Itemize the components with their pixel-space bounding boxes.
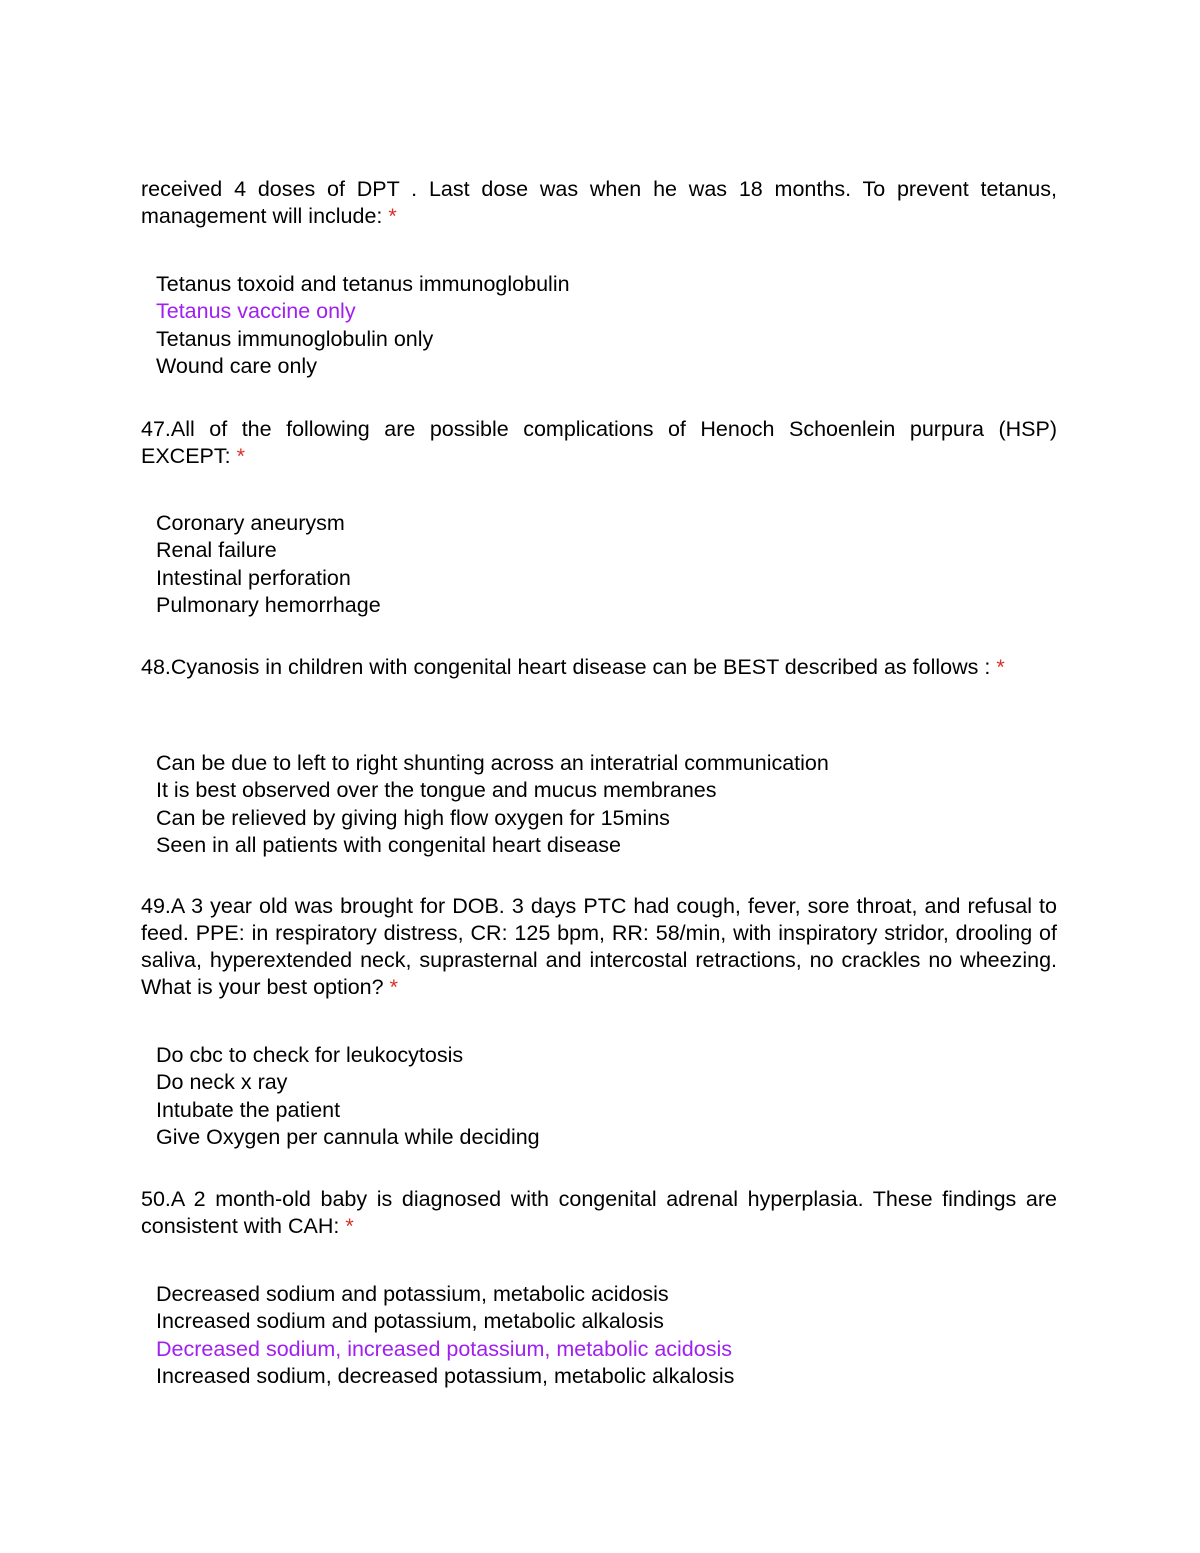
option[interactable]: It is best observed over the tongue and mucus membranes bbox=[156, 778, 717, 803]
required-mark: * bbox=[389, 975, 398, 999]
question-46-text bbox=[141, 176, 1057, 230]
question-49-options bbox=[156, 1042, 1056, 1152]
option[interactable]: Intestinal perforation bbox=[156, 565, 351, 590]
option[interactable]: Intubate the patient bbox=[156, 1097, 341, 1122]
option[interactable]: Seen in all patients with congenital heart disease bbox=[156, 833, 621, 858]
option[interactable]: Do cbc to check for leukocytosis bbox=[156, 1043, 464, 1067]
question-text: 49.A 3 year old was brought for DOB. 3 days PTC had cough, fever, sore throat, and refusal to feed. PPE: in respiratory distress, CR: 125 bpm, RR: 58/min, with inspiratory stridor, drooling of saliva, hyperextended neck, suprasternal and intercostal retractions, no crackles no wheezing. What is your best option? bbox=[141, 894, 1057, 999]
option[interactable]: Renal failure bbox=[156, 538, 277, 563]
option[interactable]: Can be due to left to right shunting across an interatrial communication bbox=[156, 751, 829, 775]
option-correct[interactable]: Tetanus vaccine only bbox=[156, 299, 356, 324]
option[interactable]: Can be relieved by giving high flow oxygen for 15mins bbox=[156, 805, 670, 830]
question-48-text bbox=[141, 654, 1057, 681]
question-text: received 4 doses of DPT . Last dose was when he was 18 months. To prevent tetanus, management will include: bbox=[141, 177, 1057, 228]
option[interactable]: Increased sodium and potassium, metabolic alkalosis bbox=[156, 1309, 664, 1334]
question-50-text bbox=[141, 1186, 1057, 1240]
option[interactable]: Do neck x ray bbox=[156, 1070, 288, 1095]
question-47-text bbox=[141, 416, 1057, 470]
option-correct[interactable]: Decreased sodium, increased potassium, metabolic acidosis bbox=[156, 1336, 732, 1361]
option[interactable]: Decreased sodium and potassium, metabolic acidosis bbox=[156, 1282, 669, 1306]
option[interactable]: Increased sodium, decreased potassium, metabolic alkalosis bbox=[156, 1364, 735, 1389]
option[interactable]: Tetanus toxoid and tetanus immunoglobulin bbox=[156, 272, 570, 296]
option[interactable]: Coronary aneurysm bbox=[156, 511, 345, 535]
question-49-text bbox=[141, 893, 1057, 1001]
option[interactable]: Pulmonary hemorrhage bbox=[156, 593, 381, 618]
question-46-options bbox=[156, 271, 1056, 381]
question-48-options bbox=[156, 750, 1056, 860]
required-mark: * bbox=[345, 1214, 354, 1238]
option[interactable]: Tetanus immunoglobulin only bbox=[156, 326, 434, 351]
question-50-options bbox=[156, 1281, 1056, 1391]
question-text: 50.A 2 month-old baby is diagnosed with congenital adrenal hyperplasia. These findings are consistent with CAH: bbox=[141, 1187, 1057, 1238]
required-mark: * bbox=[996, 655, 1005, 679]
required-mark: * bbox=[236, 444, 245, 468]
required-mark: * bbox=[388, 204, 397, 228]
question-text: 47.All of the following are possible complications of Henoch Schoenlein purpura (HSP) EXCEPT: bbox=[141, 417, 1057, 468]
option[interactable]: Wound care only bbox=[156, 354, 317, 379]
option[interactable]: Give Oxygen per cannula while deciding bbox=[156, 1125, 540, 1150]
question-47-options bbox=[156, 510, 1056, 620]
question-text: 48.Cyanosis in children with congenital heart disease can be BEST described as follows : bbox=[141, 655, 991, 679]
